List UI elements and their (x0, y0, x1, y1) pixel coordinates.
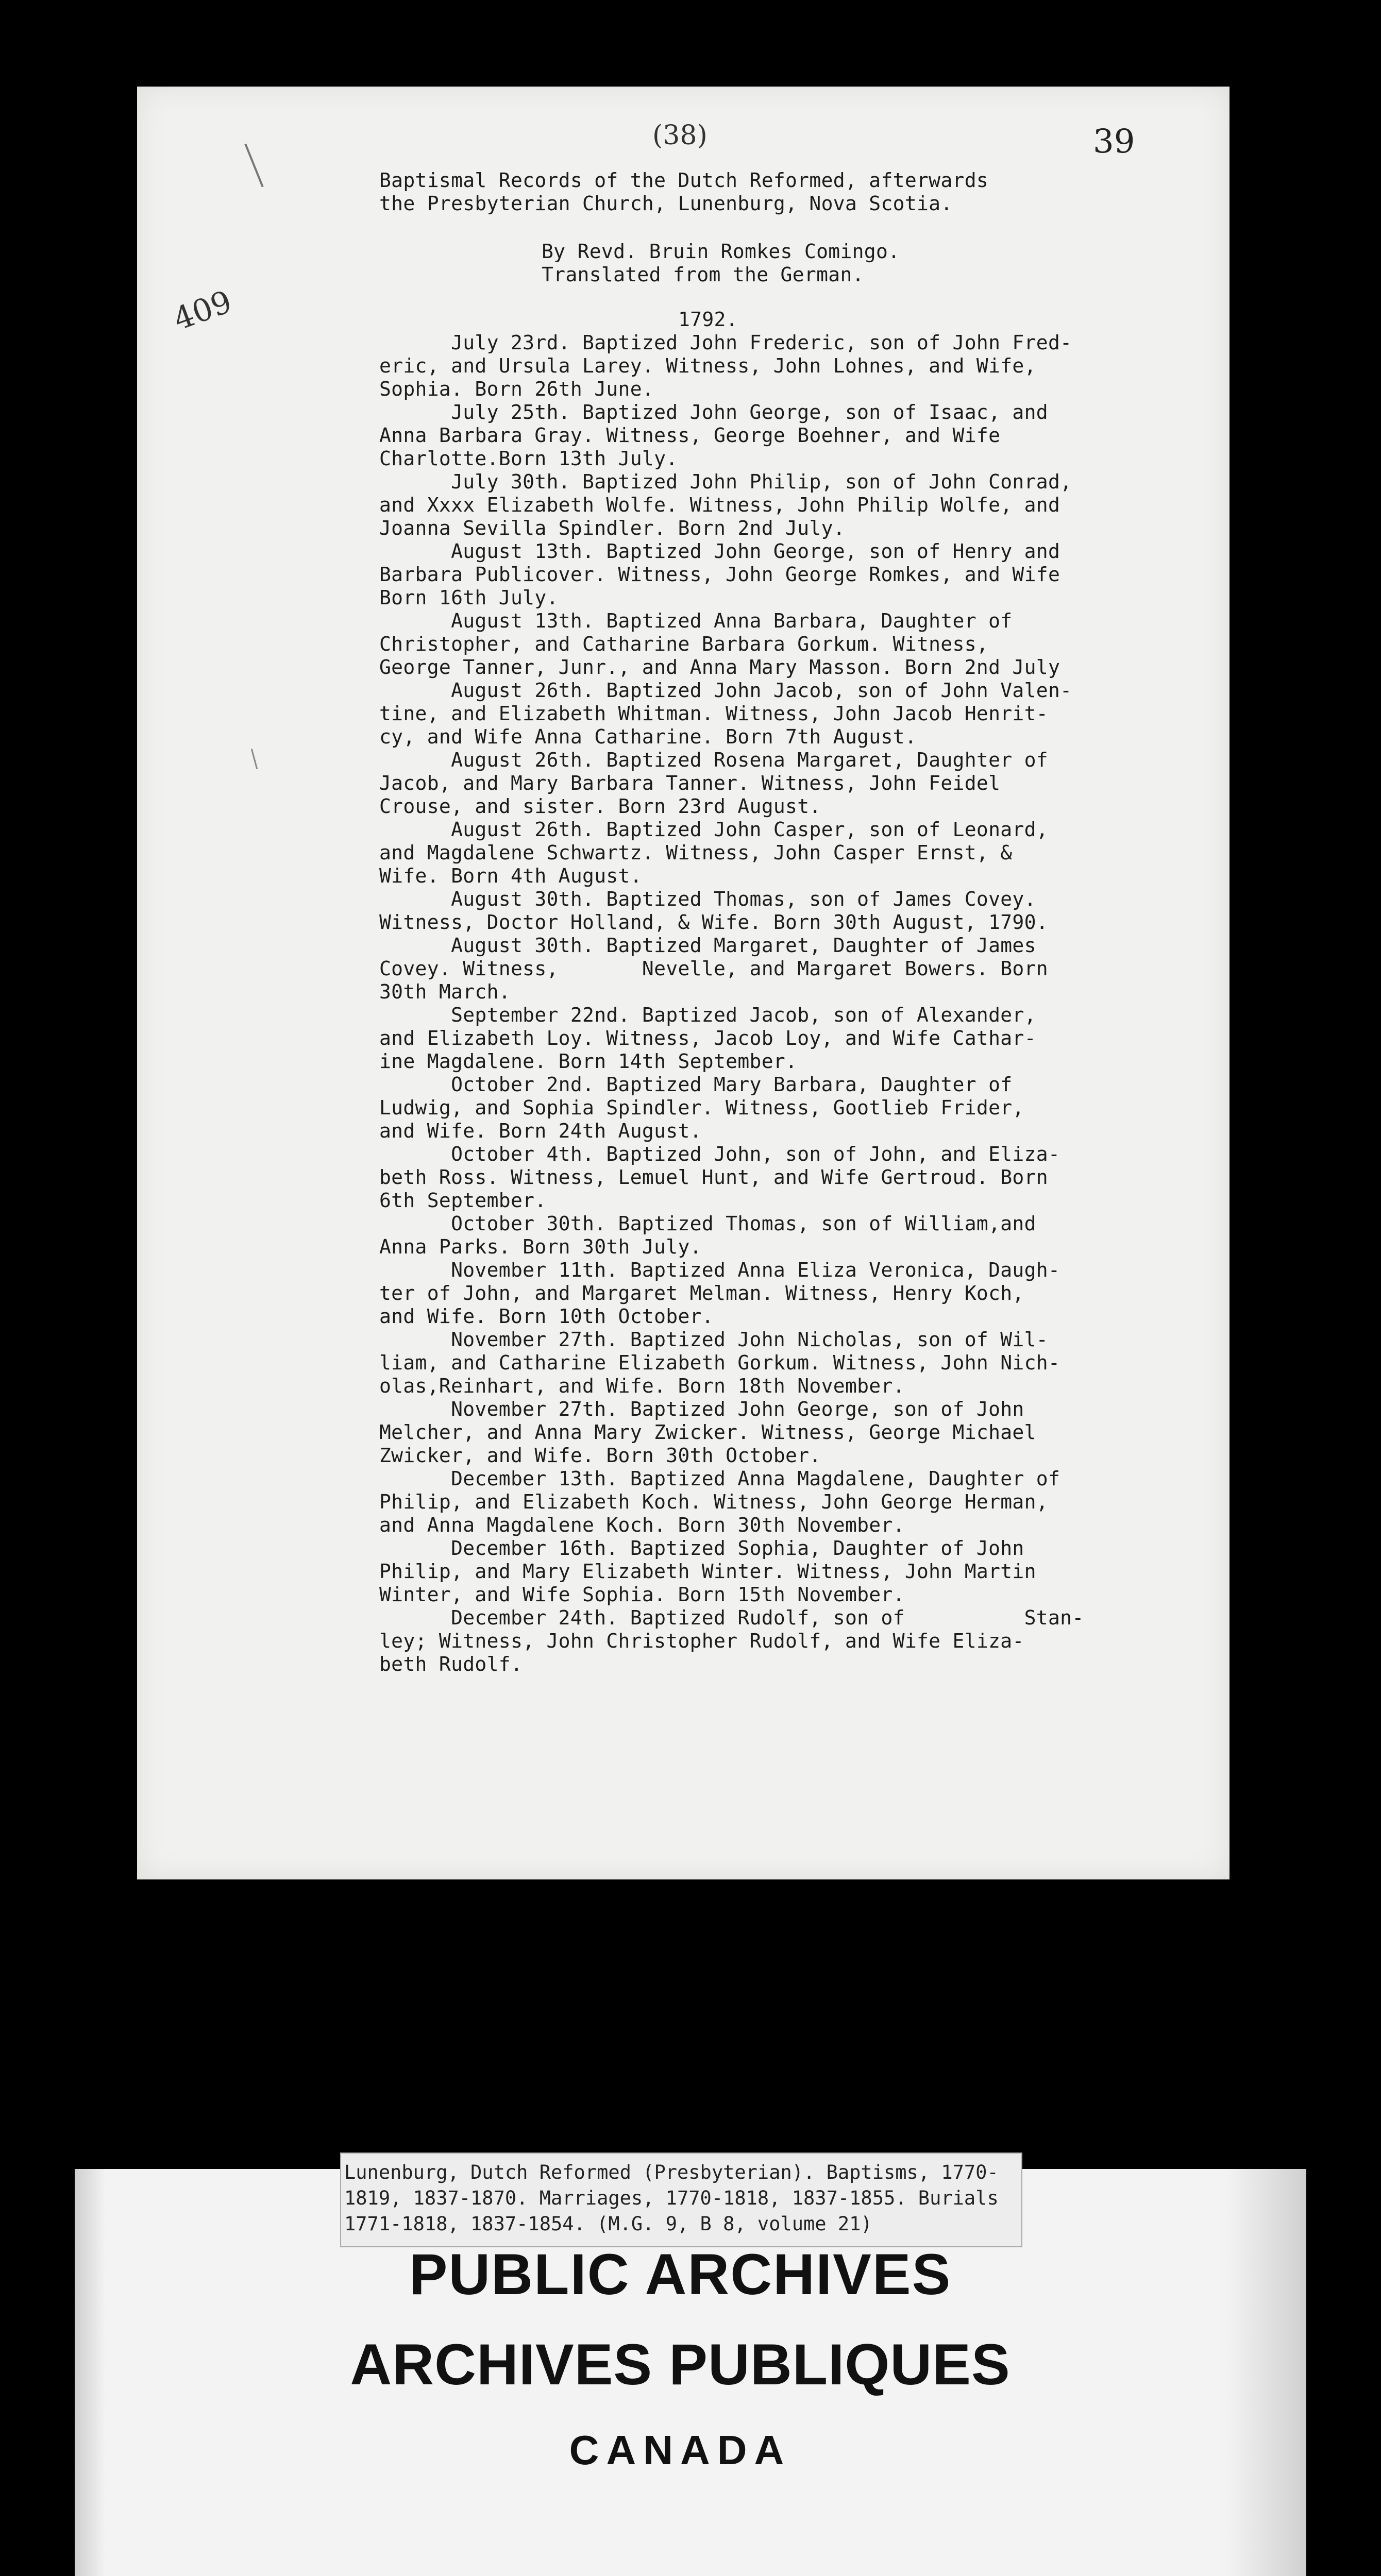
label-edge-shadow (1226, 2169, 1306, 2576)
archive-reference-text: Lunenburg, Dutch Reformed (Presbyterian). Baptisms, 1770- 1819, 1837-1870. Marriages, 1770-1818, 1837-1855. Burials 1771-1818, 1837-1854. (M.G. 9, B 8, volume 21) (344, 2161, 999, 2235)
margin-note: 409 (169, 283, 237, 338)
document-page (137, 87, 1230, 1879)
document-subtitle: By Revd. Bruin Romkes Comingo. Translated from the German. (542, 240, 900, 286)
pencil-tick-mark (244, 144, 263, 188)
pencil-tick-mark (251, 749, 258, 769)
right-page-number: 39 (1093, 123, 1135, 161)
public-archives-heading: PUBLIC ARCHIVES (409, 2242, 952, 2307)
baptism-records: July 23rd. Baptized John Frederic, son of John Fred- eric, and Ursula Larey. Witness, John Lohnes, and Wife, Sophia. Born 26th June. July 25th. Baptized John George, son of Isaac, and Anna Barbara Gray. Witness, George Boehner, and Wife Charlotte.Born 13th July. July 30th. Baptized John Philip, son of John Conrad, and Xxxx Elizabeth Wolfe. Witness, John Philip Wolfe, and Joanna Sevilla Spindler. Born 2nd July. August 13th. Baptized John George, son of Henry and Barbara Publicover. Witness, John George Romkes, and Wife Born 16th July. August 13th. Baptized Anna Barbara, Daughter of Christopher, and Catharine Barbara Gorkum. Witness, George Tanner, Junr., and Anna Mary Masson. Born 2nd July August 26th. Baptized John Jacob, son of John Valen- tine, and Elizabeth Whitman. Witness, John Jacob Henrit- cy, and Wife Anna Catharine. Born 7th August. August 26th. Baptized Rosena Margaret, Daughter of Jacob, and Mary Barbara Tanner. Witness, John Feidel Crouse, and sister. Born 23rd August. August 26th. Baptized John Casper, son of Leonard, and Magdalene Schwartz. Witness, John Casper Ernst, & Wife. Born 4th August. August 30th. Baptized Thomas, son of James Covey. Witness, Doctor Holland, & Wife. Born 30th August, 1790. August 30th. Baptized Margaret, Daughter of James Covey. Witness, Nevelle, and Margaret Bowers. Born 30th March. September 22nd. Baptized Jacob, son of Alexander, and Elizabeth Loy. Witness, Jacob Loy, and Wife Cathar- ine Magdalene. Born 14th September. October 2nd. Baptized Mary Barbara, Daughter of Ludwig, and Sophia Spindler. Witness, Gootlieb Frider, and Wife. Born 24th August. October 4th. Baptized John, son of John, and Eliza- beth Ross. Witness, Lemuel Hunt, and Wife Gertroud. Born 6th September. October 30th. Baptized Thomas, son of William,and Anna Parks. Born 30th July. November 11th. Baptized Anna Eliza Veronica, Daugh- ter of John, and Margaret Melman. Witness, Henry Koch, and Wife. Born 10th October. November 27th. Baptized John Nicholas, son of Wil- liam, and Catharine Elizabeth Gorkum. Witness, John Nich- olas,Reinhart, and Wife. Born 18th November. November 27th. Baptized John George, son of John Melcher, and Anna Mary Zwicker. Witness, George Michael Zwicker, and Wife. Born 30th October. December 13th. Baptized Anna Magdalene, Daughter of Philip, and Elizabeth Koch. Witness, John George Herman, and Anna Magdalene Koch. Born 30th November. December 16th. Baptized Sophia, Daughter of John Philip, and Mary Elizabeth Winter. Witness, John Martin Winter, and Wife Sophia. Born 15th November. December 24th. Baptized Rudolf, son of Stan- ley; Witness, John Christopher Rudolf, and Wife Eliza- beth Rudolf. (379, 331, 1084, 1675)
canada-heading: CANADA (569, 2427, 791, 2473)
label-edge-shadow (75, 2169, 106, 2576)
record-year: 1792. (678, 308, 738, 331)
archive-reference-slip (340, 2153, 1022, 2247)
archives-publiques-heading: ARCHIVES PUBLIQUES (350, 2332, 1011, 2397)
document-title: Baptismal Records of the Dutch Reformed, afterwards the Presbyterian Church, Lunenburg, Nova Scotia. (379, 169, 989, 215)
left-page-number: (38) (652, 120, 708, 151)
